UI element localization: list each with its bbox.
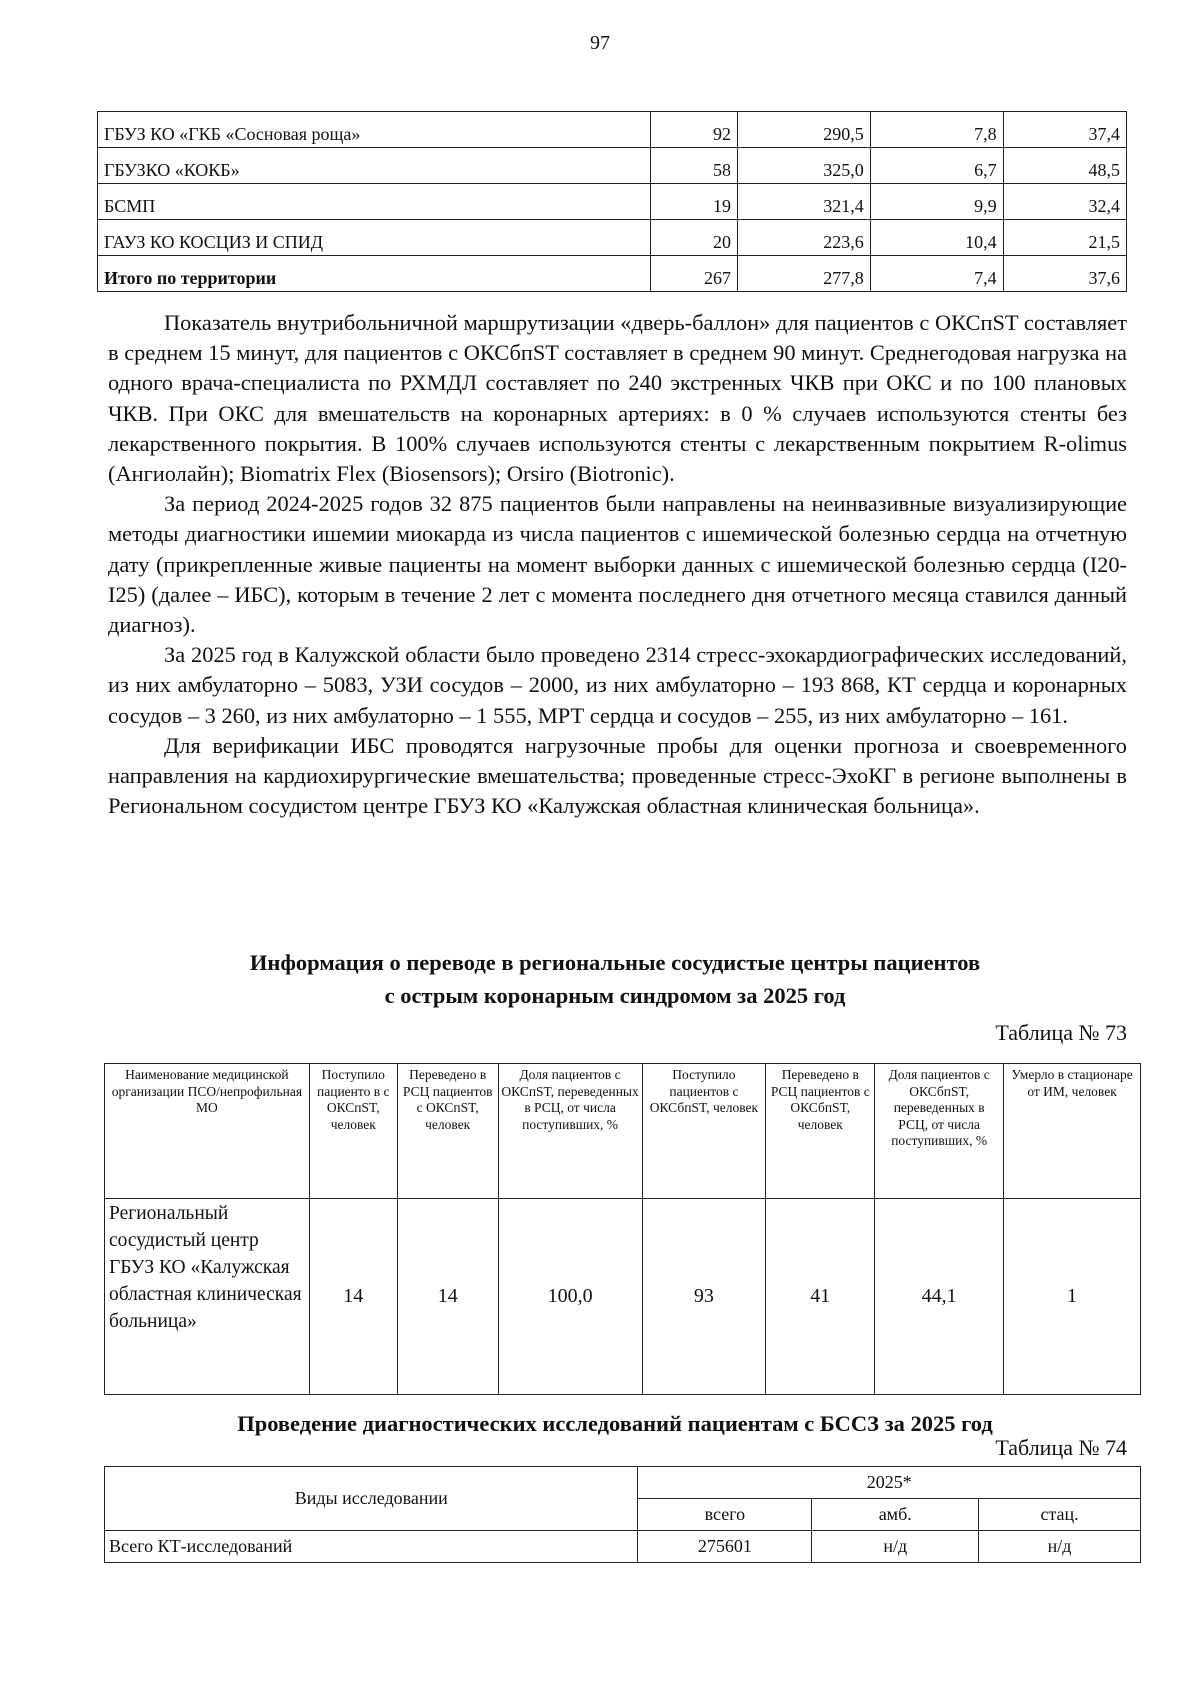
- top-table: [97, 111, 1127, 292]
- header-cell: стац.: [979, 1499, 1141, 1531]
- header-cell: Умерло в стационаре от ИМ, человек: [1004, 1064, 1141, 1199]
- table-row: [98, 184, 1127, 220]
- header-cell: всего: [638, 1499, 812, 1531]
- value-cell: 58: [651, 148, 738, 184]
- value-cell: 6,7: [870, 148, 1003, 184]
- value-cell: 19: [651, 184, 738, 220]
- value-cell: 290,5: [737, 112, 870, 148]
- paragraph: Показатель внутрибольничной маршрутизации «дверь-баллон» для пациентов с ОКСпST составляет в среднем 15 минут, для пациентов с ОКСбпST составляет в среднем 90 минут. Среднегодовая нагрузка на одного врача-специалиста по РХМДЛ составляет по 240 экстренных ЧКВ при ОКС и по 100 плановых ЧКВ. При ОКС для вмешательств на коронарных артериях: в 0 % случаев используются стенты без лекарственного покрытия. В 100% случаев используются стенты с лекарственным покрытием R-olimus (Ангиолайн); Biomatrix Flex (Biosensors); Orsiro (Biotronic).: [108, 310, 1127, 487]
- diagnostics-table: [104, 1466, 1141, 1563]
- section-title: Проведение диагностических исследований пациентам с БССЗ за 2025 год: [237, 1411, 993, 1436]
- header-row: [105, 1064, 1141, 1199]
- total-label-cell: Итого по территории: [98, 256, 651, 292]
- header-row: [105, 1467, 1141, 1499]
- header-cell: амб.: [812, 1499, 979, 1531]
- value-cell: 7,4: [870, 256, 1003, 292]
- org-name-cell: БСМП: [98, 184, 651, 220]
- value-cell: 37,4: [1003, 112, 1126, 148]
- paragraph: Для верификации ИБС проводятся нагрузочные пробы для оценки прогноза и своевременного направления на кардиохирургические вмешательства; проведенные стресс-ЭхоКГ в регионе выполнены в Региональном сосудистом центре ГБУЗ КО «Калужская областная клиническая больница».: [108, 732, 1127, 819]
- value-cell: 37,6: [1003, 256, 1126, 292]
- table-row: [105, 1199, 1141, 1395]
- org-name-cell: Региональный сосудистый центр ГБУЗ КО «Калужская областная клиническая больница»: [105, 1199, 310, 1395]
- value-cell: 267: [651, 256, 738, 292]
- value-cell: н/д: [979, 1531, 1141, 1563]
- org-name-cell: ГАУЗ КО КОСЦИЗ И СПИД: [98, 220, 651, 256]
- value-cell: н/д: [812, 1531, 979, 1563]
- value-cell: 14: [397, 1199, 498, 1395]
- paragraph: За 2025 год в Калужской области было проведено 2314 стресс-эхокардиографических исследований, из них амбулаторно – 5083, УЗИ сосудов – 2000, из них амбулаторно – 193 868, КТ сердца и коронарных сосудов – 3 260, из них амбулаторно – 1 555, МРТ сердца и сосудов – 255, из них амбулаторно – 161.: [108, 642, 1127, 728]
- header-cell: Наименование медицинской организации ПСО/непрофильная МО: [105, 1064, 310, 1199]
- section-title-line: Информация о переводе в региональные сосудистые центры пациентов: [249, 950, 981, 975]
- header-cell: 2025*: [638, 1467, 1141, 1499]
- table-row: [105, 1531, 1141, 1563]
- value-cell: 9,9: [870, 184, 1003, 220]
- table-number: Таблица № 73: [995, 1020, 1127, 1045]
- paragraph: За период 2024-2025 годов 32 875 пациентов были направлены на неинвазивные визуализирующие методы диагностики ишемии миокарда из числа пациентов с ишемической болезнью сердца на отчетную дату (прикрепленные живые пациенты на момент выборки данных с ишемической болезнью сердца (I20-I25) (далее – ИБС), которым в течение 2 лет с момента последнего дня отчетного месяца ставился данный диагноз).: [108, 491, 1127, 638]
- value-cell: 44,1: [875, 1199, 1004, 1395]
- header-cell: Переведено в РСЦ пациентов с ОКСпST, человек: [397, 1064, 498, 1199]
- value-cell: 20: [651, 220, 738, 256]
- header-cell: Доля пациентов с ОКСпST, переведенных в РСЦ, от числа поступивших, %: [498, 1064, 642, 1199]
- value-cell: 10,4: [870, 220, 1003, 256]
- value-cell: 223,6: [737, 220, 870, 256]
- header-cell: Виды исследовании: [105, 1467, 638, 1531]
- study-type-cell: Всего КТ-исследований: [105, 1531, 638, 1563]
- table-number: Таблица № 74: [995, 1435, 1127, 1460]
- value-cell: 100,0: [498, 1199, 642, 1395]
- value-cell: 14: [309, 1199, 397, 1395]
- value-cell: 321,4: [737, 184, 870, 220]
- value-cell: 48,5: [1003, 148, 1126, 184]
- header-cell: Переведено в РСЦ пациентов с ОКСбпST, человек: [766, 1064, 875, 1199]
- table-row: [98, 112, 1127, 148]
- section-title: [150, 946, 1080, 1012]
- value-cell: 21,5: [1003, 220, 1126, 256]
- value-cell: 1: [1004, 1199, 1141, 1395]
- value-cell: 41: [766, 1199, 875, 1395]
- header-cell: Поступило пациенто в с ОКСпST, человек: [309, 1064, 397, 1199]
- org-name-cell: ГБУЗКО «КОКБ»: [98, 148, 651, 184]
- table-row: [98, 148, 1127, 184]
- value-cell: 275601: [638, 1531, 812, 1563]
- value-cell: 7,8: [870, 112, 1003, 148]
- value-cell: 277,8: [737, 256, 870, 292]
- value-cell: 32,4: [1003, 184, 1126, 220]
- header-cell: Доля пациентов с ОКСбпST, переведенных в РСЦ, от числа поступивших, %: [875, 1064, 1004, 1199]
- page-number: 97: [590, 32, 610, 54]
- header-cell: Поступило пациентов с ОКСбпST, человек: [642, 1064, 766, 1199]
- section-title-line: с острым коронарным синдромом за 2025 год: [384, 983, 846, 1008]
- value-cell: 92: [651, 112, 738, 148]
- transfer-table: [104, 1063, 1141, 1395]
- body-text: [108, 308, 1127, 821]
- value-cell: 325,0: [737, 148, 870, 184]
- value-cell: 93: [642, 1199, 766, 1395]
- org-name-cell: ГБУЗ КО «ГКБ «Сосновая роща»: [98, 112, 651, 148]
- total-row: [98, 256, 1127, 292]
- table-row: [98, 220, 1127, 256]
